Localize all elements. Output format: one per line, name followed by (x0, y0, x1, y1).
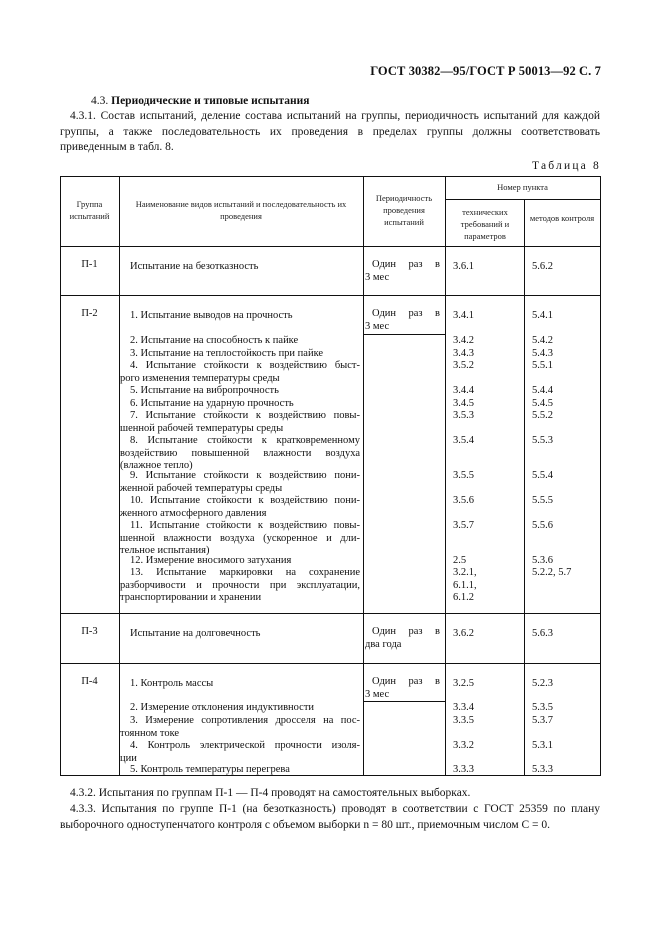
group-id: П-2 (81, 308, 98, 319)
test-name-line: 9. Испытание стойкости к воздействию пони- (130, 470, 360, 481)
method-point: 5.4.1 (532, 310, 553, 321)
test-name-line: женного атмосферного давления (120, 507, 267, 519)
head-name: Наименование видов испытаний и последовательность их проведения (135, 199, 347, 221)
tech-point: 3.5.7 (453, 520, 474, 531)
table-column-rule (445, 176, 446, 246)
group-period-line2: два года (365, 638, 402, 650)
table-column-rule (363, 246, 364, 295)
group-period-line2: 3 мес (365, 320, 390, 332)
method-point: 5.2.2, 5.7 (532, 567, 572, 578)
tech-point: 3.3.2 (453, 740, 474, 751)
tech-point: 6.1.1, (453, 579, 477, 591)
tech-point: 3.4.3 (453, 348, 474, 359)
head-period: Периодичность проведения испытаний (375, 193, 433, 227)
group-id: П-1 (81, 259, 98, 270)
table-rule (60, 176, 600, 177)
method-point: 5.3.5 (532, 702, 553, 713)
group-period-line2: 3 мес (365, 688, 390, 700)
method-point: 5.3.3 (532, 764, 553, 775)
section-heading (91, 95, 310, 107)
table-column-rule (524, 613, 525, 663)
table-column-rule (524, 199, 525, 246)
test-name-line: 5. Контроль температуры перегрева (130, 764, 290, 775)
table-column-rule (119, 295, 120, 614)
test-name-line: (влажное тепло) (120, 460, 193, 472)
test-name-line: шенной рабочей температуры среды (120, 422, 284, 434)
tech-point: 3.5.5 (453, 470, 474, 481)
table-column-rule (524, 246, 525, 295)
method-point: 5.4.2 (532, 335, 553, 346)
paragraph-4-3-2: 4.3.2. Испытания по группам П-1 — П-4 проводят на самостоятельных выборках. (70, 787, 471, 799)
table-column-rule (119, 246, 120, 296)
tech-point: 3.5.2 (453, 360, 474, 371)
test-name-line: транспортировании и хранении (120, 592, 262, 604)
table-column-rule (119, 613, 120, 664)
table-column-rule (600, 176, 601, 246)
tech-point: 3.3.4 (453, 702, 474, 713)
table-rule (60, 663, 600, 664)
head-tech: технических требований и параметров (460, 207, 510, 241)
method-point: 5.4.4 (532, 385, 553, 396)
table-column-rule (60, 176, 61, 246)
table-column-rule (363, 295, 364, 613)
group-period-line1: Один раз в (372, 676, 440, 687)
group-period-line1: Один раз в (372, 308, 440, 319)
test-name-line: шенной влажности воздуха (ускоренное и дли- (120, 532, 360, 544)
test-name-line: 1. Испытание выводов на прочность (130, 310, 293, 321)
tech-point: 3.5.4 (453, 435, 474, 446)
tech-point: 3.2.1, (453, 567, 477, 578)
table-column-rule (445, 613, 446, 663)
paragraph-4-3-3: 4.3.3. Испытания по группе П-1 (на безотказность) проводят в соответствии с ГОСТ 25359 по плану выборочного одноступенчатого контроля с объемом выборки n = 80 шт., приемочным числом C = 0. (60, 803, 600, 831)
test-name-line: 11. Испытание стойкости к воздействию повы- (130, 520, 360, 531)
test-name-line: 3. Испытание на теплостойкость при пайке (130, 348, 324, 359)
table-column-rule (363, 176, 364, 246)
tech-point: 3.4.1 (453, 310, 474, 321)
group-id: П-4 (81, 676, 98, 687)
test-name-line: воздействию повышенной влажности воздуха (120, 447, 360, 459)
method-point: 5.4.3 (532, 348, 553, 359)
table-caption: Таблица 8 (532, 160, 601, 172)
section-title: Периодические и типовые испытания (111, 95, 310, 107)
test-name-line: 3. Измерение сопротивления дросселя на пос- (130, 715, 360, 726)
table-column-rule (363, 613, 364, 663)
tech-point: 3.3.5 (453, 715, 474, 726)
table-rule (363, 701, 445, 702)
head-methods: методов контроля (529, 213, 595, 223)
method-point: 5.3.6 (532, 555, 553, 566)
test-name-line: 2. Испытание на способность к пайке (130, 335, 299, 346)
method-point: 5.5.3 (532, 435, 553, 446)
table-column-rule (445, 663, 446, 775)
tech-point: 3.4.2 (453, 335, 474, 346)
table-column-rule (60, 613, 61, 664)
head-point: Номер пункта (497, 182, 548, 192)
method-point: 5.3.1 (532, 740, 553, 751)
table-column-rule (524, 295, 525, 613)
method-point: 5.6.2 (532, 261, 553, 272)
test-name-line: 12. Измерение вносимого затухания (130, 555, 292, 566)
test-name-line: 13. Испытание маркировки на сохранение (130, 567, 360, 578)
test-name-line: 8. Испытание стойкости к кратковременному (130, 435, 360, 446)
tech-point: 3.3.3 (453, 764, 474, 775)
test-name-line: тоянном токе (120, 727, 180, 739)
method-point: 5.4.5 (532, 398, 553, 409)
method-point: 5.5.6 (532, 520, 553, 531)
table-column-rule (600, 663, 601, 776)
tech-point: 3.5.6 (453, 495, 474, 506)
group-period-line1: Один раз в (372, 626, 440, 637)
test-name-line: тельное испытания) (120, 545, 210, 557)
head-group: Группа испытаний (69, 199, 110, 221)
table-column-rule (600, 246, 601, 296)
test-name-line: 2. Измерение отклонения индуктивности (130, 702, 315, 713)
table-rule (60, 613, 600, 614)
section-number: 4.3. (91, 95, 109, 107)
test-name-line: женной рабочей температуры среды (120, 482, 283, 494)
tech-point: 3.2.5 (453, 678, 474, 689)
tech-point: 3.6.2 (453, 628, 474, 639)
test-name-line: 4. Испытание стойкости к воздействию быст- (130, 360, 360, 371)
method-point: 5.5.5 (532, 495, 553, 506)
method-point: 5.5.2 (532, 410, 553, 421)
tech-point: 2.5 (453, 555, 467, 566)
method-point: 5.5.4 (532, 470, 553, 481)
test-name-line: разборчивости и прочности при эксплуатации, (120, 579, 360, 591)
page-header: ГОСТ 30382—95/ГОСТ Р 50013—92 С. 7 (370, 64, 601, 78)
table-column-rule (60, 663, 61, 776)
test-name-line: Испытание на безотказность (130, 261, 259, 272)
tech-point: 3.6.1 (453, 261, 474, 272)
test-name-line: 7. Испытание стойкости к воздействию повы- (130, 410, 360, 421)
table-column-rule (119, 176, 120, 246)
table-column-rule (445, 295, 446, 613)
table-rule (60, 775, 600, 776)
paragraph-4-3-1: 4.3.1. Состав испытаний, деление состава испытаний на группы, периодичность испытаний для каждой группы, а также последовательность их проведения в пределах группы должны соответствовать приведенным в табл. 8. (60, 110, 600, 153)
tech-point: 3.5.3 (453, 410, 474, 421)
test-name-line: 1. Контроль массы (130, 678, 214, 689)
test-name-line: 4. Контроль электрической прочности изоля- (130, 740, 360, 751)
test-name-line: 10. Испытание стойкости к воздействию пони- (130, 495, 360, 506)
table-rule (60, 246, 600, 247)
table-column-rule (363, 663, 364, 775)
test-name-line: ции (120, 752, 137, 764)
tech-point: 6.1.2 (453, 592, 474, 604)
test-name-line: Испытание на долговечность (130, 628, 261, 639)
test-name-line: 5. Испытание на вибропрочность (130, 385, 279, 396)
method-point: 5.2.3 (532, 678, 553, 689)
method-point: 5.6.3 (532, 628, 553, 639)
tech-point: 3.4.4 (453, 385, 474, 396)
method-point: 5.5.1 (532, 360, 553, 371)
table-column-rule (60, 246, 61, 296)
table-column-rule (445, 246, 446, 295)
group-id: П-3 (81, 626, 98, 637)
table-rule (60, 295, 600, 296)
table-rule (445, 199, 600, 200)
test-name-line: рого изменения температуры среды (120, 372, 280, 384)
table-column-rule (600, 295, 601, 614)
table-column-rule (60, 295, 61, 614)
method-point: 5.3.7 (532, 715, 553, 726)
table-column-rule (524, 663, 525, 775)
table-column-rule (600, 613, 601, 664)
group-period-line1: Один раз в (372, 259, 440, 270)
tech-point: 3.4.5 (453, 398, 474, 409)
table-rule (363, 334, 445, 335)
group-period-line2: 3 мес (365, 271, 390, 283)
table-column-rule (119, 663, 120, 776)
test-name-line: 6. Испытание на ударную прочность (130, 398, 294, 409)
